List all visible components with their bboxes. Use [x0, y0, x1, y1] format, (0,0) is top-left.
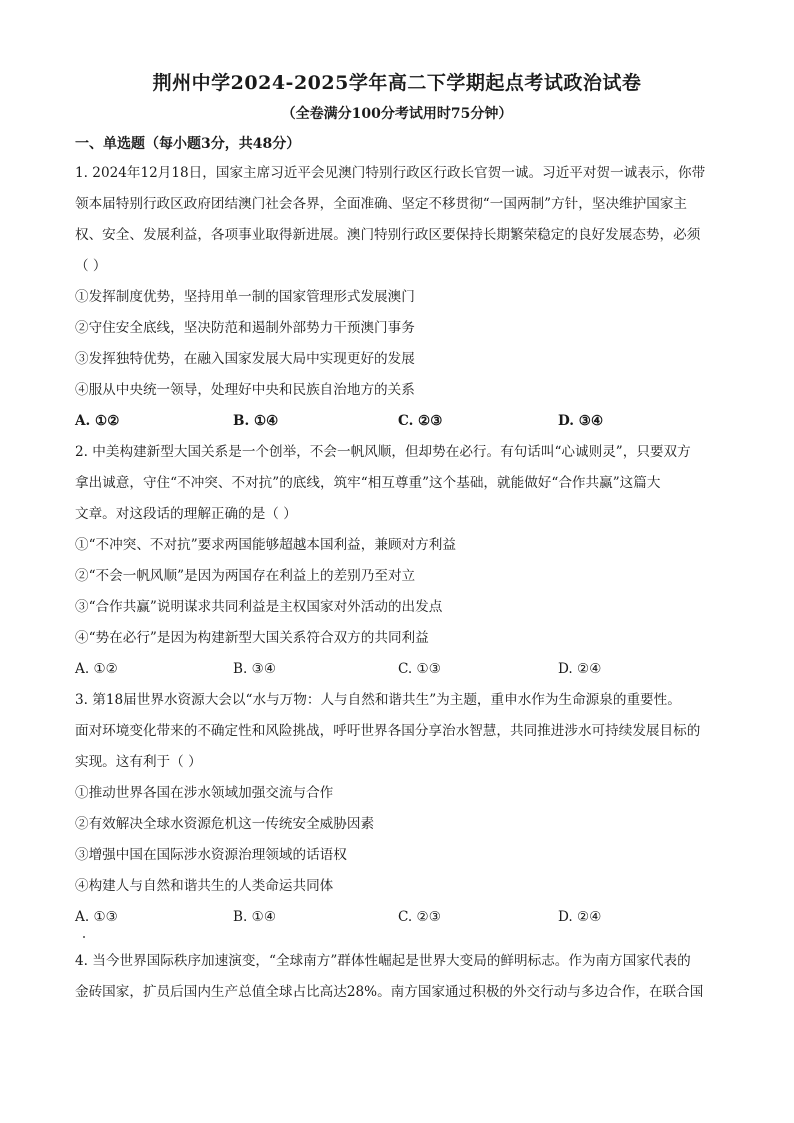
- statement-item: ②有效解决全球水资源危机这一传统安全威胁因素: [75, 816, 375, 832]
- question-4: [75, 946, 721, 1008]
- statement-item: ③发挥独特优势，在融入国家发展大局中实现更好的发展: [75, 351, 415, 367]
- answer-option-a[interactable]: A. ①③: [75, 909, 118, 925]
- question-list: [75, 158, 721, 1008]
- answer-option-d[interactable]: D. ②④: [558, 909, 602, 925]
- question-2: [75, 437, 721, 685]
- question-stem-line: 面对环境变化带来的不确定性和风险挑战，呼吁世界各国分享治水智慧，共同推进涉水可持续发展目标的: [75, 723, 701, 739]
- answer-option-c[interactable]: C. ②③: [398, 909, 441, 925]
- scan-speck: [83, 936, 85, 938]
- page-subtitle: （全卷满分100分考试用时75分钟）: [281, 106, 513, 122]
- question-stem-line: 领本届特别行政区政府团结澳门社会各界，全面准确、坚定不移贯彻“一国两制”方针，坚决维护国家主: [75, 196, 688, 212]
- answer-options: [75, 406, 721, 437]
- question-stem-line: 4. 当今世界国际秩序加速演变，“全球南方”群体性崛起是世界大变局的鲜明标志。作为南方国家代表的: [75, 953, 691, 969]
- answer-option-c[interactable]: C. ②③: [398, 413, 443, 429]
- answer-options: [75, 654, 721, 685]
- statement-item: ④“势在必行”是因为构建新型大国关系符合双方的共同利益: [75, 630, 429, 646]
- statement-item: ①发挥制度优势，坚持用单一制的国家管理形式发展澳门: [75, 289, 415, 305]
- question-3: [75, 685, 721, 933]
- answer-option-a[interactable]: A. ①②: [75, 413, 120, 429]
- question-1: [75, 158, 721, 437]
- answer-option-b[interactable]: B. ①④: [233, 413, 279, 429]
- question-stem-line: 1. 2024年12月18日，国家主席习近平会见澳门特别行政区行政长官贺一诚。习近平对贺一诚表示，你带: [75, 165, 706, 181]
- question-stem-line: 拿出诚意，守住“不冲突、不对抗”的底线，筑牢“相互尊重”这个基础，就能做好“合作共赢”这篇大: [75, 475, 661, 491]
- question-stem-line: 权、安全、发展利益，各项事业取得新进展。澳门特别行政区要保持长期繁荣稳定的良好发展态势，必须: [75, 227, 701, 243]
- answer-option-b[interactable]: B. ③④: [233, 661, 277, 677]
- statement-item: ②守住安全底线，坚决防范和遏制外部势力干预澳门事务: [75, 320, 415, 336]
- answer-option-b[interactable]: B. ①④: [233, 909, 277, 925]
- question-stem-line: （ ）: [75, 258, 107, 274]
- answer-option-a[interactable]: A. ①②: [75, 661, 118, 677]
- answer-option-c[interactable]: C. ①③: [398, 661, 441, 677]
- page-title: 荆州中学2024-2025学年高二下学期起点考试政治试卷: [152, 72, 642, 94]
- answer-options: [75, 902, 721, 933]
- statement-item: ①推动世界各国在涉水领域加强交流与合作: [75, 785, 334, 801]
- statement-item: ③“合作共赢”说明谋求共同利益是主权国家对外活动的出发点: [75, 599, 443, 615]
- question-stem-line: 3. 第18届世界水资源大会以“水与万物：人与自然和谐共生”为主题，重申水作为生命源泉的重要性。: [75, 692, 681, 708]
- question-stem-line: 2. 中美构建新型大国关系是一个创举，不会一帆风顺，但却势在必行。有句话叫“心诚则灵”，只要双方: [75, 444, 691, 460]
- statement-item: ①“不冲突、不对抗”要求两国能够超越本国利益，兼顾对方利益: [75, 537, 456, 553]
- question-stem-line: 文章。对这段话的理解正确的是（ ）: [75, 506, 297, 522]
- section-heading: 一、单选题（每小题3分，共48分）: [75, 136, 301, 152]
- question-stem-line: 金砖国家，扩员后国内生产总值全球占比高达28%。南方国家通过积极的外交行动与多边合作，在联合国: [75, 984, 704, 1000]
- statement-item: ②“不会一帆风顺”是因为两国存在利益上的差别乃至对立: [75, 568, 416, 584]
- question-stem-line: 实现。这有利于（ ）: [75, 754, 202, 770]
- question-gap: [75, 933, 721, 946]
- statement-item: ④构建人与自然和谐共生的人类命运共同体: [75, 878, 334, 894]
- answer-option-d[interactable]: D. ③④: [558, 413, 604, 429]
- statement-item: ③增强中国在国际涉水资源治理领域的话语权: [75, 847, 347, 863]
- statement-item: ④服从中央统一领导，处理好中央和民族自治地方的关系: [75, 382, 415, 398]
- answer-option-d[interactable]: D. ②④: [558, 661, 602, 677]
